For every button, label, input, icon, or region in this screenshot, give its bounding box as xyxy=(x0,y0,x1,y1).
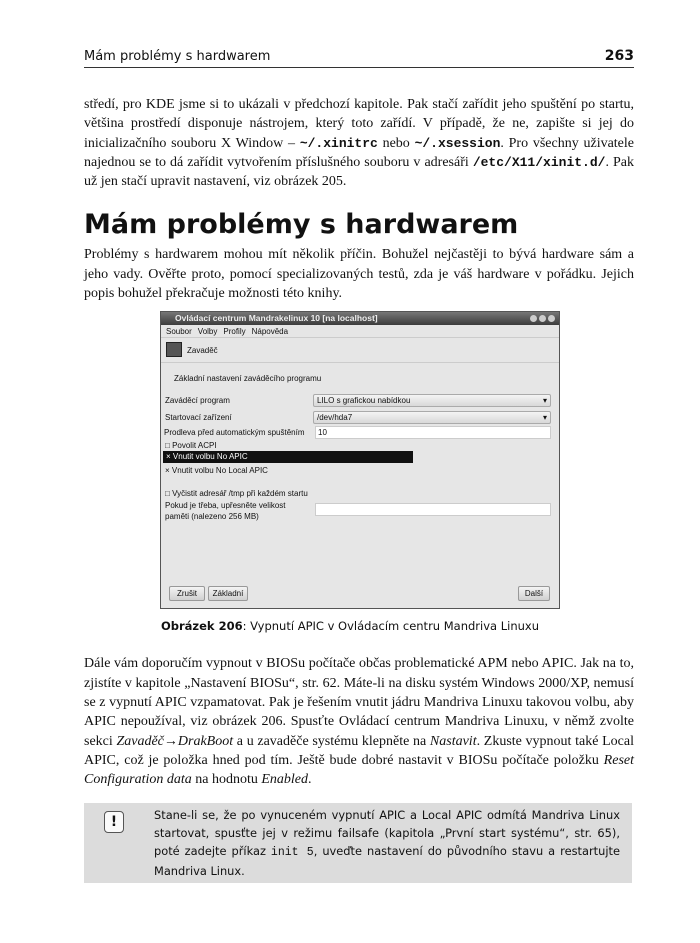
header-title: Mám problémy s hardwarem xyxy=(84,49,271,64)
emphasis: Enabled xyxy=(261,772,308,788)
label: Vnutit volbu No Local APIC xyxy=(171,466,268,476)
code: ~/.xinitrc xyxy=(299,135,378,151)
caption-text: : Vypnutí APIC v Ovládacím centru Mandriva Linuxu xyxy=(242,619,540,634)
memory-input[interactable] xyxy=(315,503,551,516)
next-button[interactable]: Další xyxy=(518,586,550,601)
section-header xyxy=(161,338,559,363)
checkbox-acpi[interactable]: □ Povolit ACPI xyxy=(165,441,217,451)
text: na hodnotu xyxy=(191,772,262,788)
maximize-button[interactable] xyxy=(539,315,546,322)
device-label: Startovací zařízení xyxy=(165,413,232,423)
label: Vnutit volbu No APIC xyxy=(172,452,248,462)
caption-label: Obrázek 206 xyxy=(160,619,243,634)
menu-napoveda[interactable]: Nápověda xyxy=(251,327,289,337)
text: . Zkuste vypnout také Local APIC, což je položka hned pod tím. Ještě bude dobré nastavit v BIOSu počítače položku xyxy=(84,733,635,768)
checkbox-nolocalapic[interactable]: × Vnutit volbu No Local APIC xyxy=(165,466,268,476)
text: . Pak už jen stačí upravit nastavení, viz obrázek 205. xyxy=(84,154,634,190)
section-heading: Mám problémy s hardwarem xyxy=(84,209,519,241)
text: středí, pro KDE jsme si to ukázali v předchozí kapitole. Pak stačí zařídit jeho spuštění po startu, většina prostředí disponuje nástrojem, který toto zařídí. V případě, že ne, zapište si jej do inicializačního souboru X Window – xyxy=(84,97,634,151)
bootloader-label: Zaváděcí program xyxy=(165,396,230,406)
code: ~/.xsession xyxy=(414,135,501,151)
basic-button[interactable]: Základní xyxy=(208,586,248,601)
subtitle: Základní nastavení zaváděcího programu xyxy=(174,374,322,384)
memory-label-2: paměti (nalezeno 256 MB) xyxy=(165,512,259,522)
window-title: Ovládací centrum Mandrakelinux 10 [na localhost] xyxy=(175,313,378,324)
text: nebo xyxy=(377,135,415,151)
emphasis: Reset Configuration data xyxy=(84,752,634,788)
text: Dále vám doporučím vypnout v BIOSu počítače občas problematické APM nebo APIC. Jak na to, zjistíte v kapitole „Nastavení BIOSu“, str. 62. Máte-li na disku systém Windows 2000/XP, nemusí se z vypnutí APIC vzpamatovat. Pak je řešením vnutit jádru Mandriva Linuxu takovou volbu, aby APIC nepoužíval, viz obrázek 206. Spusťte Ovládací centrum Mandriva Linuxu, v němž zvolte sekci xyxy=(84,656,634,749)
running-header xyxy=(84,47,634,68)
code: /etc/X11/xinit.d/ xyxy=(472,154,606,170)
title-bar xyxy=(161,312,559,325)
value: 10 xyxy=(318,428,327,438)
close-button[interactable] xyxy=(548,315,555,322)
page-number: 263 xyxy=(604,48,634,64)
label: Vyčistit adresář /tmp při každém startu xyxy=(172,489,308,499)
text: , uveďte nastavení do původního stavu a restartujte Mandriva Linux. xyxy=(154,844,620,879)
menu-volby[interactable]: Volby xyxy=(197,327,218,337)
code: init 5 xyxy=(270,846,314,860)
menu-bar xyxy=(161,325,559,338)
delay-input[interactable] xyxy=(315,426,551,439)
warning-icon: ! xyxy=(104,811,124,833)
figure-caption xyxy=(0,619,700,634)
label: Povolit ACPI xyxy=(172,441,217,451)
memory-label: Pokud je třeba, upřesněte velikost xyxy=(165,501,286,511)
chevron-down-icon: ▾ xyxy=(542,413,547,423)
paragraph-3 xyxy=(84,654,634,789)
paragraph-2: Problémy s hardwarem mohou mít několik příčin. Bohužel nejčastěji to bývá hardware sám a jeho vady. Ověřte proto, pomocí specializovaných testů, zda je váš hardware v pořádku. Jejich popis bohužel překračuje možnosti této knihy. xyxy=(84,247,634,302)
delay-label: Prodleva před automatickým spuštěním xyxy=(164,428,305,438)
emphasis: Zavaděč→DrakBoot xyxy=(116,733,234,749)
device-select[interactable] xyxy=(313,411,551,424)
cancel-button[interactable]: Zrušit xyxy=(169,586,205,601)
section-title: Zavaděč xyxy=(187,346,218,356)
minimize-button[interactable] xyxy=(530,315,537,322)
note-text xyxy=(154,803,620,883)
checkbox-noapic[interactable]: × Vnutit volbu No APIC xyxy=(163,451,413,463)
text: . Pro všechny uživatele najednou se to dá zařídit vytvořením příslušného souboru v adresáři xyxy=(84,135,635,170)
chevron-down-icon: ▾ xyxy=(542,396,547,406)
value: LILO s grafickou nabídkou xyxy=(317,396,411,406)
paragraph-1 xyxy=(84,95,634,191)
bootloader-select[interactable] xyxy=(313,394,551,407)
menu-profily[interactable]: Profily xyxy=(223,327,246,337)
control-center-window xyxy=(160,311,560,609)
text: a u zavaděče systému klepněte na xyxy=(233,733,430,749)
page-body xyxy=(84,95,634,883)
value: /dev/hda7 xyxy=(317,413,353,423)
bootloader-icon xyxy=(166,342,182,357)
text: Stane-li se, že po vynuceném vypnutí APIC a Local APIC odmítá Mandriva Linux startovat, spusťte jej v režimu failsafe (kapitola „První start systému“, str. 65), poté zadejte příkaz xyxy=(154,808,620,859)
warning-note xyxy=(84,803,632,883)
text: . xyxy=(308,772,312,788)
emphasis: Nastavit xyxy=(429,733,477,749)
menu-soubor[interactable]: Soubor xyxy=(166,327,192,337)
checkbox-cleantmp[interactable]: □ Vyčistit adresář /tmp při každém startu xyxy=(165,489,308,499)
